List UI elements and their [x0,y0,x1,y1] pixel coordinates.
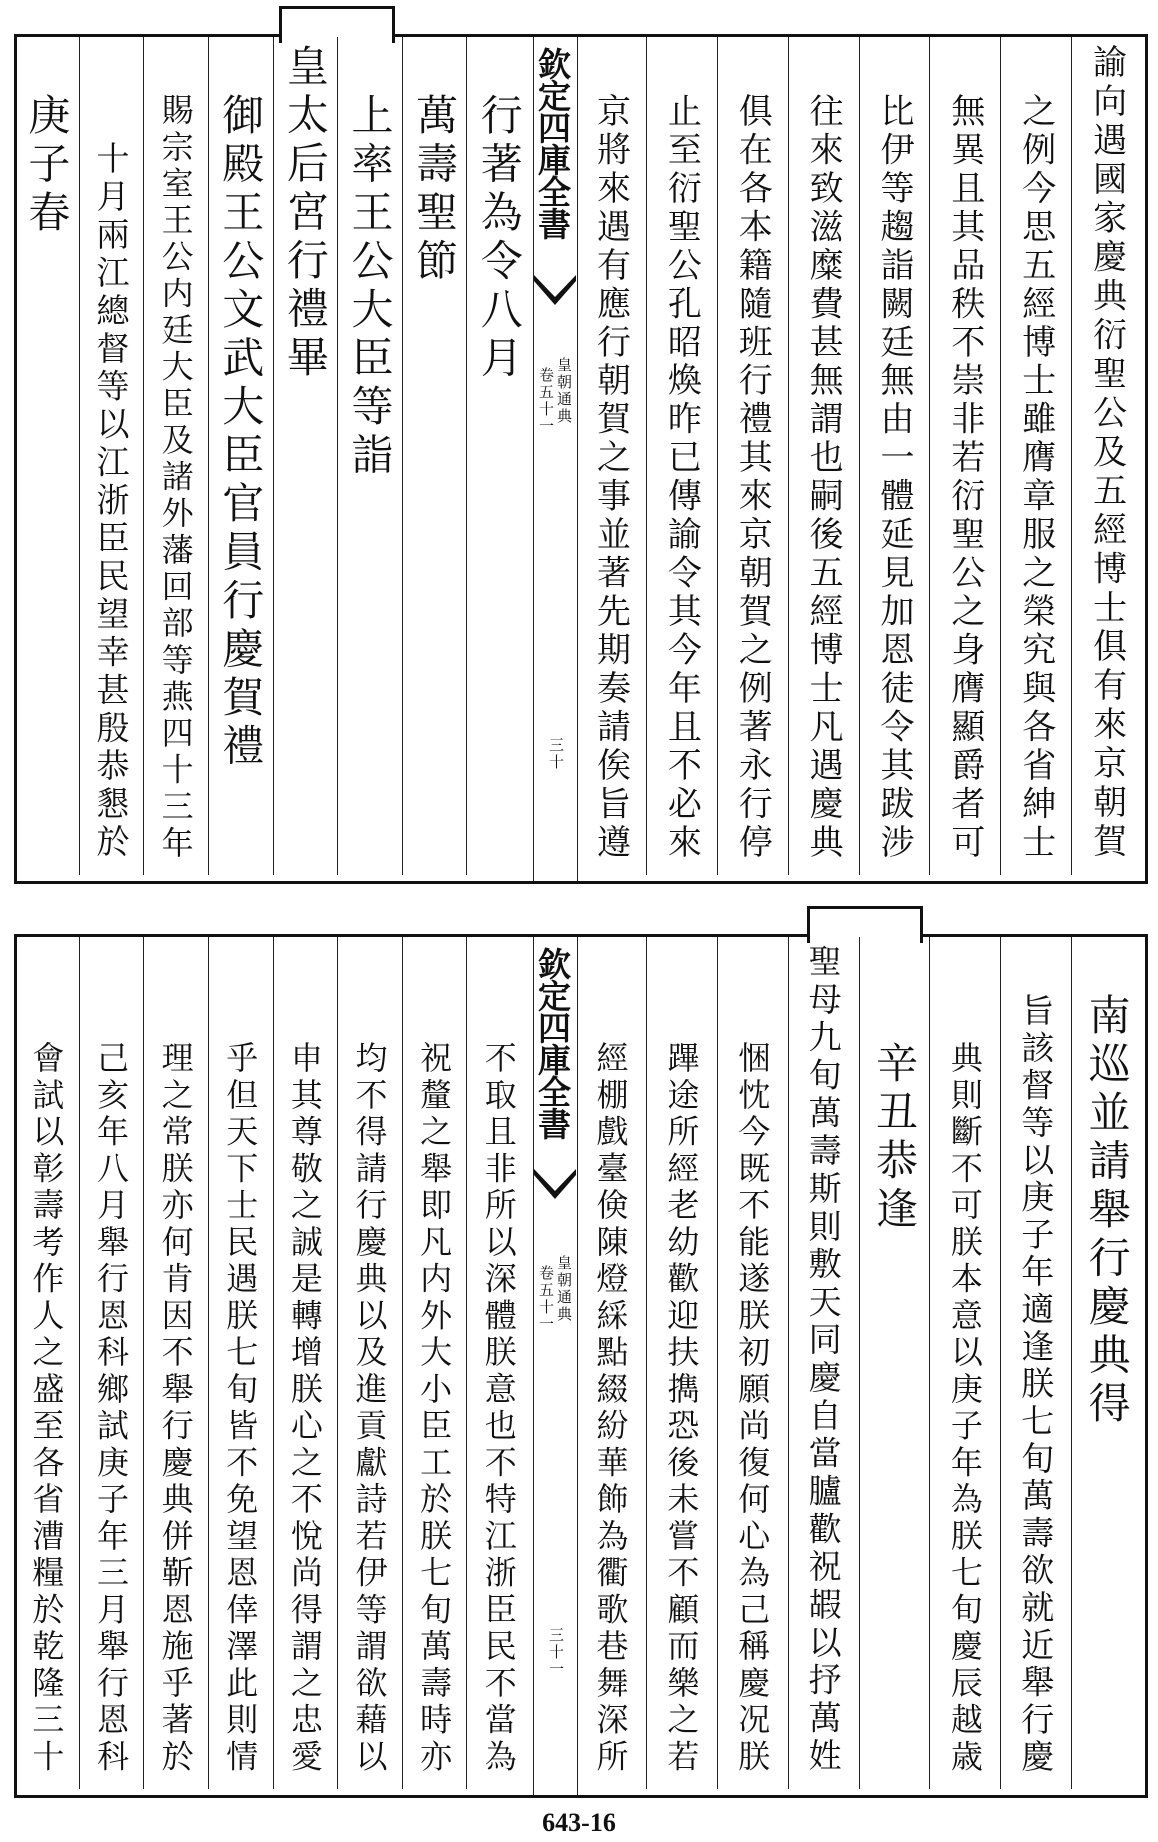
column-text: 己亥年八月舉行恩科鄉試庚子年三月舉行恩科 [91,1041,130,1776]
column-text: 會試以彰壽考作人之盛至各省漕糧於乾隆三十 [27,1041,66,1776]
top-leaf [0,0,1158,900]
text-column [79,1041,144,1776]
column-text: 典則斷不可朕本意以庚子年為朕七旬慶辰越歳 [945,1041,984,1776]
column-text: 不取且非所以深體朕意也不特江浙臣民不當為 [479,1041,518,1776]
column-text: 行著為令八月 [474,92,524,384]
column-text: 俱在各本籍隨班行禮其來京朝賀之例著永行停 [732,92,773,862]
gutter-volume: 卷五十一 [537,367,555,435]
text-column [859,1041,930,1235]
text-column [717,93,788,863]
text-column [466,93,531,384]
bottom-center-gutter [534,937,576,1795]
column-text: 上率王公大臣等詣 [345,92,395,481]
column-text: 皇太后宮行禮畢 [280,44,330,384]
column-text: 之例今思五經博士雖膺章服之榮究與各省紳士 [1015,92,1056,862]
text-column [646,1041,717,1776]
column-text: 均不得請行慶典以及進貢獻詩若伊等謂欲藉以 [350,1041,389,1776]
column-text: 旨該督等以庚子年適逢朕七旬萬壽欲就近舉行慶 [1016,992,1056,1776]
text-column [143,93,208,863]
top-center-gutter [534,37,576,881]
text-column [929,1041,1000,1776]
gutter-book-name: 皇朝通典 [555,357,573,425]
column-text: 往來致滋糜費甚無謂也嗣後五經博士凡遇慶典 [803,92,844,862]
raised-tab [807,906,923,943]
column-text: 乎但天下士民遇朕七旬皆不免望恩倖澤此則情 [221,1041,260,1776]
text-column [337,93,402,481]
text-column [143,1041,208,1776]
text-column [14,1041,79,1776]
text-column [1071,44,1142,862]
column-text: 蹕途所經老幼歡迎扶擕恐後未嘗不顧而樂之若 [662,1041,701,1776]
text-column [788,93,859,863]
gutter-leaf-number: 三十 [547,737,565,771]
text-column [646,93,717,863]
column-text: 京將來遇有應行朝賀之事並著先期奏請俟旨遵 [590,92,631,862]
text-column [337,1041,402,1776]
text-column [1071,993,1142,1430]
column-text: 比伊等趨詣闕廷無由一體延見加恩徒令其跋涉 [873,92,914,862]
text-column [929,93,1000,863]
column-text: 御殿王公文武大臣官員行慶賀禮 [216,92,266,772]
column-text: 諭向遇國家慶典衍聖公及五經博士俱有來京朝賀 [1086,44,1127,862]
text-column [208,1041,273,1776]
column-text: 辛丑恭逢 [869,1041,919,1235]
text-column [14,93,79,239]
column-text: 悃忱今既不能遂朕初願尚復何心為己稱慶况朕 [733,1041,772,1776]
column-text: 庚子春 [22,92,72,238]
text-column [466,1041,531,1776]
gutter-book-name: 皇朝通典 [555,1255,573,1323]
text-column [273,44,338,384]
column-text: 無異且其品秩不崇非若衍聖公之身膺顯爵者可 [944,92,985,862]
column-text: 十月兩江總督等以江浙臣民望幸甚殷恭懇於 [91,141,131,862]
column-text: 萬壽聖節 [410,92,460,287]
text-column [1000,993,1071,1777]
column-text: 止至衍聖公孔昭煥昨已傳諭令其今年且不必來 [661,92,702,862]
column-text: 理之常朕亦何肯因不舉行慶典併靳恩施乎著於 [156,1041,195,1776]
column-text: 申其尊敬之誠是轉增朕心之不悅尚得謂之忠愛 [285,1041,324,1776]
text-column [208,93,273,772]
fishtail-ornament [534,1169,576,1209]
text-column [1000,93,1071,863]
text-column [859,93,930,863]
bottom-leaf [0,900,1158,1842]
text-column [575,93,646,863]
text-column [575,1041,646,1776]
gutter-volume: 卷五十一 [537,1265,555,1333]
text-column [273,1041,338,1776]
column-text: 祝釐之舉即凡内外大小臣工於朕七旬萬壽時亦 [415,1041,454,1776]
gutter-leaf-number: 三十一 [547,1627,565,1678]
column-text: 賜宗室王公内廷大臣及諸外藩回部等燕四十三年 [156,92,195,862]
column-text: 聖母九旬萬壽斯則敷天同慶自當臚歡祝嘏以抒萬姓 [803,944,843,1776]
text-column [788,944,859,1776]
column-text: 經棚戲臺倹陳燈綵點綴紛華飾為衢歌巷舞深所 [591,1041,630,1776]
text-column [402,93,467,287]
fishtail-ornament [534,275,576,315]
text-column [402,1041,467,1776]
column-text: 南巡並請舉行慶典得 [1082,992,1132,1429]
book-series-title: 欽定四庫全書 [533,947,572,1139]
text-column [717,1041,788,1776]
text-column [79,141,144,862]
page-number: 643-16 [542,1808,616,1837]
book-series-title: 欽定四庫全書 [533,47,572,239]
